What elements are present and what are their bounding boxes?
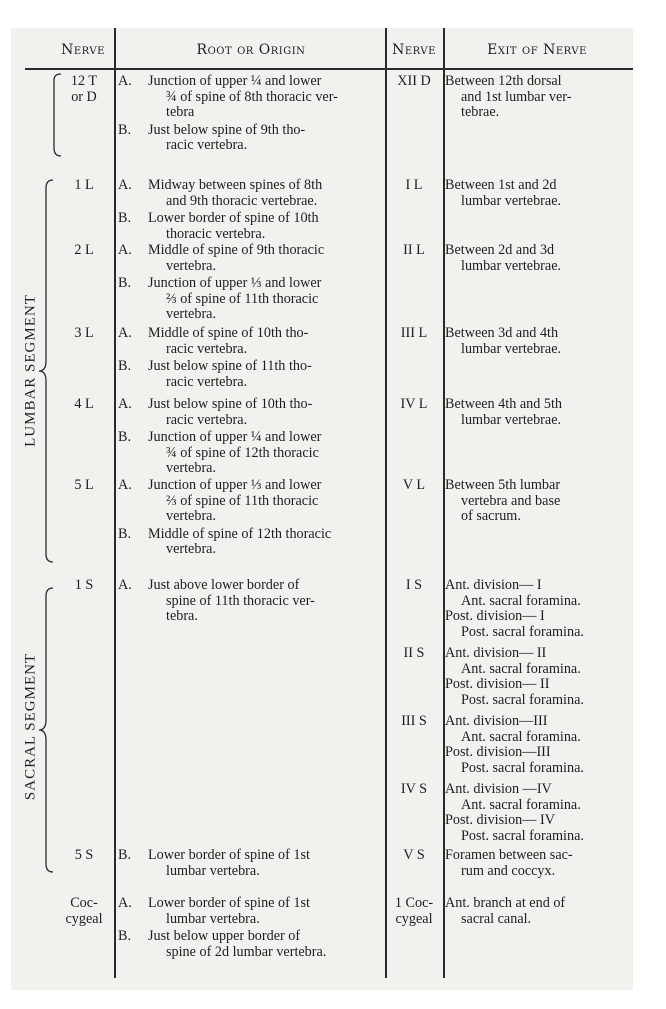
row-nerve bbox=[55, 397, 113, 413]
root-item-line: racic vertebra. bbox=[166, 137, 248, 153]
row-exit-of-nerve bbox=[445, 397, 562, 428]
header-exit-of-nerve: Exit of Nerve bbox=[487, 42, 587, 58]
row-nerve-exit bbox=[385, 74, 443, 90]
row-nerve-line: 2 L bbox=[74, 242, 94, 258]
root-item-label: A. bbox=[118, 577, 132, 593]
root-item-line: lumbar vertebra. bbox=[166, 910, 260, 927]
root-item-line: ¾ of spine of 12th thoracic bbox=[166, 444, 319, 461]
root-item-line: Midway between spines of 8th bbox=[148, 177, 323, 193]
row-exit-line: rum and coccyx. bbox=[461, 862, 556, 879]
row-root-origin bbox=[118, 848, 310, 881]
root-item bbox=[118, 211, 322, 242]
root-item-label: B. bbox=[118, 210, 132, 226]
row-exit-line: lumbar vertebrae. bbox=[461, 192, 562, 209]
root-item bbox=[118, 243, 324, 274]
root-item-line: vertebra. bbox=[166, 306, 217, 322]
row-exit-line: Post. sacral foramina. bbox=[461, 827, 584, 844]
root-item-line: Middle of spine of 12th thoracic bbox=[148, 525, 332, 542]
row-exit-line: of sacrum. bbox=[461, 508, 521, 524]
header-nerve-exit: Nerve bbox=[392, 42, 436, 58]
row-nerve-line: Coc- bbox=[70, 895, 98, 911]
root-item-line: Lower border of spine of 1st bbox=[148, 847, 310, 863]
row-exit-of-nerve bbox=[445, 896, 565, 927]
row-exit-of-nerve bbox=[445, 478, 560, 525]
row-exit-line: Ant. division —IV bbox=[445, 781, 552, 797]
row-exit-line: Between 4th and 5th bbox=[445, 396, 563, 412]
root-item bbox=[118, 929, 326, 960]
row-exit-line: tebrae. bbox=[461, 104, 500, 120]
row-nerve-exit bbox=[385, 397, 443, 413]
header-rule bbox=[25, 68, 633, 70]
row-exit-line: Between 1st and 2d bbox=[445, 177, 557, 193]
row-exit-line: Post. division—III bbox=[445, 744, 551, 760]
root-item-label: A. bbox=[118, 477, 132, 493]
row-exit-of-nerve bbox=[445, 326, 561, 357]
row-exit-line: Post. division— II bbox=[445, 676, 550, 692]
root-item-line: vertebra. bbox=[166, 508, 217, 524]
row-exit-line: Between 5th lumbar bbox=[445, 477, 561, 493]
row-nerve-exit bbox=[385, 326, 443, 342]
row-exit-line: sacral canal. bbox=[461, 910, 532, 927]
root-item-line: ⅔ of spine of 11th thoracic bbox=[166, 492, 319, 509]
row-exit-of-nerve bbox=[445, 646, 584, 708]
table-page bbox=[11, 28, 633, 990]
row-nerve-line: or D bbox=[71, 88, 97, 105]
root-item-label: A. bbox=[118, 73, 132, 89]
row-exit-line: Between 12th dorsal bbox=[445, 73, 562, 89]
row-exit-line: Ant. division— II bbox=[445, 645, 547, 661]
root-item-label: A. bbox=[118, 396, 132, 412]
root-item-label: B. bbox=[118, 525, 132, 542]
row-exit-line: Foramen between sac- bbox=[445, 847, 573, 863]
root-item bbox=[118, 276, 324, 323]
row-root-origin bbox=[118, 178, 322, 244]
row-nerve bbox=[55, 896, 113, 927]
row-root-origin bbox=[118, 397, 321, 479]
row-nerve-exit bbox=[385, 578, 443, 594]
row-root-origin bbox=[118, 478, 331, 560]
root-item bbox=[118, 178, 322, 209]
root-item bbox=[118, 848, 310, 879]
root-item-label: B. bbox=[118, 928, 132, 944]
header-nerve: Nerve bbox=[61, 42, 105, 58]
root-item-line: tebra. bbox=[166, 608, 198, 624]
row-exit-line: Between 3d and 4th bbox=[445, 325, 559, 341]
root-item-line: vertebra. bbox=[166, 257, 217, 274]
row-nerve-line: 3 L bbox=[74, 325, 94, 341]
row-nerve-exit-line: II L bbox=[403, 242, 425, 258]
column-rule-2 bbox=[385, 28, 387, 978]
row-exit-line: vertebra and base bbox=[461, 492, 561, 509]
root-item bbox=[118, 527, 331, 558]
root-item-line: Lower border of spine of 1st bbox=[148, 895, 310, 911]
row-exit-line: Ant. sacral foramina. bbox=[461, 728, 581, 745]
row-exit-line: Between 2d and 3d bbox=[445, 242, 555, 258]
row-exit-line: Ant. sacral foramina. bbox=[461, 660, 581, 677]
row-exit-line: Ant. division— I bbox=[445, 577, 542, 593]
lumbar-segment-label: LUMBAR SEGMENT bbox=[22, 294, 39, 447]
row-nerve-exit bbox=[385, 646, 443, 662]
row-exit-line: Post. sacral foramina. bbox=[461, 759, 584, 776]
row-exit-line: Ant. division—III bbox=[445, 713, 548, 729]
row-exit-line: lumbar vertebrae. bbox=[461, 340, 562, 357]
root-item-label: B. bbox=[118, 429, 132, 445]
row-root-origin bbox=[118, 326, 312, 392]
row-nerve bbox=[55, 243, 113, 259]
row-nerve-line: 1 S bbox=[74, 577, 94, 593]
root-item-label: A. bbox=[118, 242, 132, 258]
row-nerve-exit-line: XII D bbox=[397, 73, 431, 89]
row-nerve-exit bbox=[385, 178, 443, 194]
row-exit-line: Post. sacral foramina. bbox=[461, 691, 584, 708]
row-nerve-exit bbox=[385, 896, 443, 927]
root-item-line: Middle of spine of 9th thoracic bbox=[148, 242, 325, 258]
row-exit-of-nerve bbox=[445, 578, 584, 640]
row-nerve-exit-line: III L bbox=[400, 325, 428, 341]
root-item-line: Just below spine of 9th tho- bbox=[148, 121, 306, 138]
row-nerve-exit bbox=[385, 478, 443, 494]
row-exit-of-nerve bbox=[445, 178, 561, 209]
root-item-line: Just above lower border of bbox=[148, 577, 300, 593]
row-nerve-line: 12 T bbox=[70, 73, 98, 89]
row-nerve-exit-line: I S bbox=[405, 577, 423, 593]
row-nerve-exit-line: IV S bbox=[400, 781, 428, 797]
root-item-line: and 9th thoracic vertebrae. bbox=[166, 192, 318, 209]
root-item bbox=[118, 430, 321, 477]
row-nerve bbox=[55, 74, 113, 105]
row-nerve-exit-line: IV L bbox=[400, 396, 428, 412]
root-item bbox=[118, 74, 338, 121]
root-item-line: ¾ of spine of 8th thoracic ver- bbox=[166, 88, 338, 105]
sacral-segment-label: SACRAL SEGMENT bbox=[22, 652, 39, 801]
row-exit-line: and 1st lumbar ver- bbox=[461, 88, 572, 105]
root-item-line: Junction of upper ¼ and lower bbox=[148, 429, 322, 445]
row-exit-of-nerve bbox=[445, 243, 561, 274]
root-item bbox=[118, 397, 321, 428]
root-item-line: racic vertebra. bbox=[166, 340, 248, 357]
row-exit-line: Ant. sacral foramina. bbox=[461, 796, 581, 813]
row-root-origin bbox=[118, 243, 324, 325]
row-exit-of-nerve bbox=[445, 848, 573, 879]
root-item-label: B. bbox=[118, 358, 132, 374]
row-nerve-exit bbox=[385, 848, 443, 864]
row-nerve bbox=[55, 478, 113, 494]
root-item bbox=[118, 578, 315, 625]
row-exit-of-nerve bbox=[445, 714, 584, 776]
row-exit-line: lumbar vertebrae. bbox=[461, 411, 562, 428]
row-nerve-exit-line: V S bbox=[403, 847, 425, 863]
root-item-line: Just below spine of 11th tho- bbox=[148, 358, 312, 374]
root-item-line: tebra bbox=[166, 104, 195, 120]
row-exit-line: Ant. branch at end of bbox=[445, 895, 566, 911]
root-item-line: thoracic vertebra. bbox=[166, 225, 266, 242]
root-item-line: lumbar vertebra. bbox=[166, 862, 260, 879]
header-root-origin: Root or Origin bbox=[196, 42, 306, 58]
root-item-label: B. bbox=[118, 275, 132, 291]
row-exit-line: lumbar vertebrae. bbox=[461, 257, 562, 274]
row-nerve-exit-line: I L bbox=[405, 177, 423, 193]
row-nerve-line: 5 S bbox=[74, 847, 94, 863]
root-item-line: racic vertebra. bbox=[166, 373, 248, 390]
root-item-line: Just below spine of 10th tho- bbox=[148, 396, 313, 412]
row-nerve bbox=[55, 578, 113, 594]
root-item-line: Middle of spine of 10th tho- bbox=[148, 325, 309, 341]
row-nerve-exit bbox=[385, 243, 443, 259]
root-item-line: spine of 11th thoracic ver- bbox=[166, 592, 315, 609]
row-nerve bbox=[55, 848, 113, 864]
row-exit-line: Post. sacral foramina. bbox=[461, 623, 584, 640]
row-nerve-line: cygeal bbox=[65, 910, 103, 927]
root-item-line: Just below upper border of bbox=[148, 928, 301, 944]
row-nerve-line: 5 L bbox=[74, 477, 94, 493]
root-item bbox=[118, 326, 312, 357]
row-nerve-exit-line: III S bbox=[401, 713, 427, 729]
root-item-line: Junction of upper ¼ and lower bbox=[148, 73, 322, 89]
row-root-origin bbox=[118, 578, 315, 627]
row-nerve-exit bbox=[385, 714, 443, 730]
root-item-line: Junction of upper ⅓ and lower bbox=[148, 275, 322, 291]
root-item-label: A. bbox=[118, 895, 132, 911]
root-item-line: spine of 2d lumbar vertebra. bbox=[166, 943, 327, 960]
column-rule-1 bbox=[114, 28, 116, 978]
root-item-line: vertebra. bbox=[166, 541, 217, 557]
root-item-line: vertebra. bbox=[166, 460, 217, 476]
root-item-label: A. bbox=[118, 177, 132, 193]
row-exit-line: Ant. sacral foramina. bbox=[461, 592, 581, 609]
row-nerve-exit-line: cygeal bbox=[395, 910, 433, 927]
root-item bbox=[118, 896, 326, 927]
row-exit-of-nerve bbox=[445, 782, 584, 844]
root-item-label: B. bbox=[118, 847, 132, 863]
row-nerve-line: 1 L bbox=[74, 177, 94, 193]
row-exit-line: Post. division— IV bbox=[445, 812, 555, 828]
lumbar-brace bbox=[37, 178, 57, 564]
sacral-brace bbox=[37, 586, 57, 874]
row-nerve bbox=[55, 178, 113, 194]
root-item-line: Lower border of spine of 10th bbox=[148, 210, 319, 226]
row-nerve-exit bbox=[385, 782, 443, 798]
row-exit-of-nerve bbox=[445, 74, 571, 121]
root-item-label: B. bbox=[118, 121, 132, 138]
root-item bbox=[118, 478, 331, 525]
root-item-line: Junction of upper ⅓ and lower bbox=[148, 477, 322, 493]
root-item bbox=[118, 123, 338, 154]
root-item-label: A. bbox=[118, 325, 132, 341]
row-nerve-exit-line: II S bbox=[403, 645, 425, 661]
row-nerve-exit-line: 1 Coc- bbox=[394, 895, 434, 911]
root-item bbox=[118, 359, 312, 390]
row-root-origin bbox=[118, 74, 338, 156]
row-nerve bbox=[55, 326, 113, 342]
row-nerve-exit-line: V L bbox=[402, 477, 426, 493]
root-item-line: racic vertebra. bbox=[166, 411, 248, 428]
row-exit-line: Post. division— I bbox=[445, 608, 545, 624]
row-root-origin bbox=[118, 896, 326, 962]
root-item-line: ⅔ of spine of 11th thoracic bbox=[166, 290, 319, 307]
row-nerve-line: 4 L bbox=[74, 396, 94, 412]
